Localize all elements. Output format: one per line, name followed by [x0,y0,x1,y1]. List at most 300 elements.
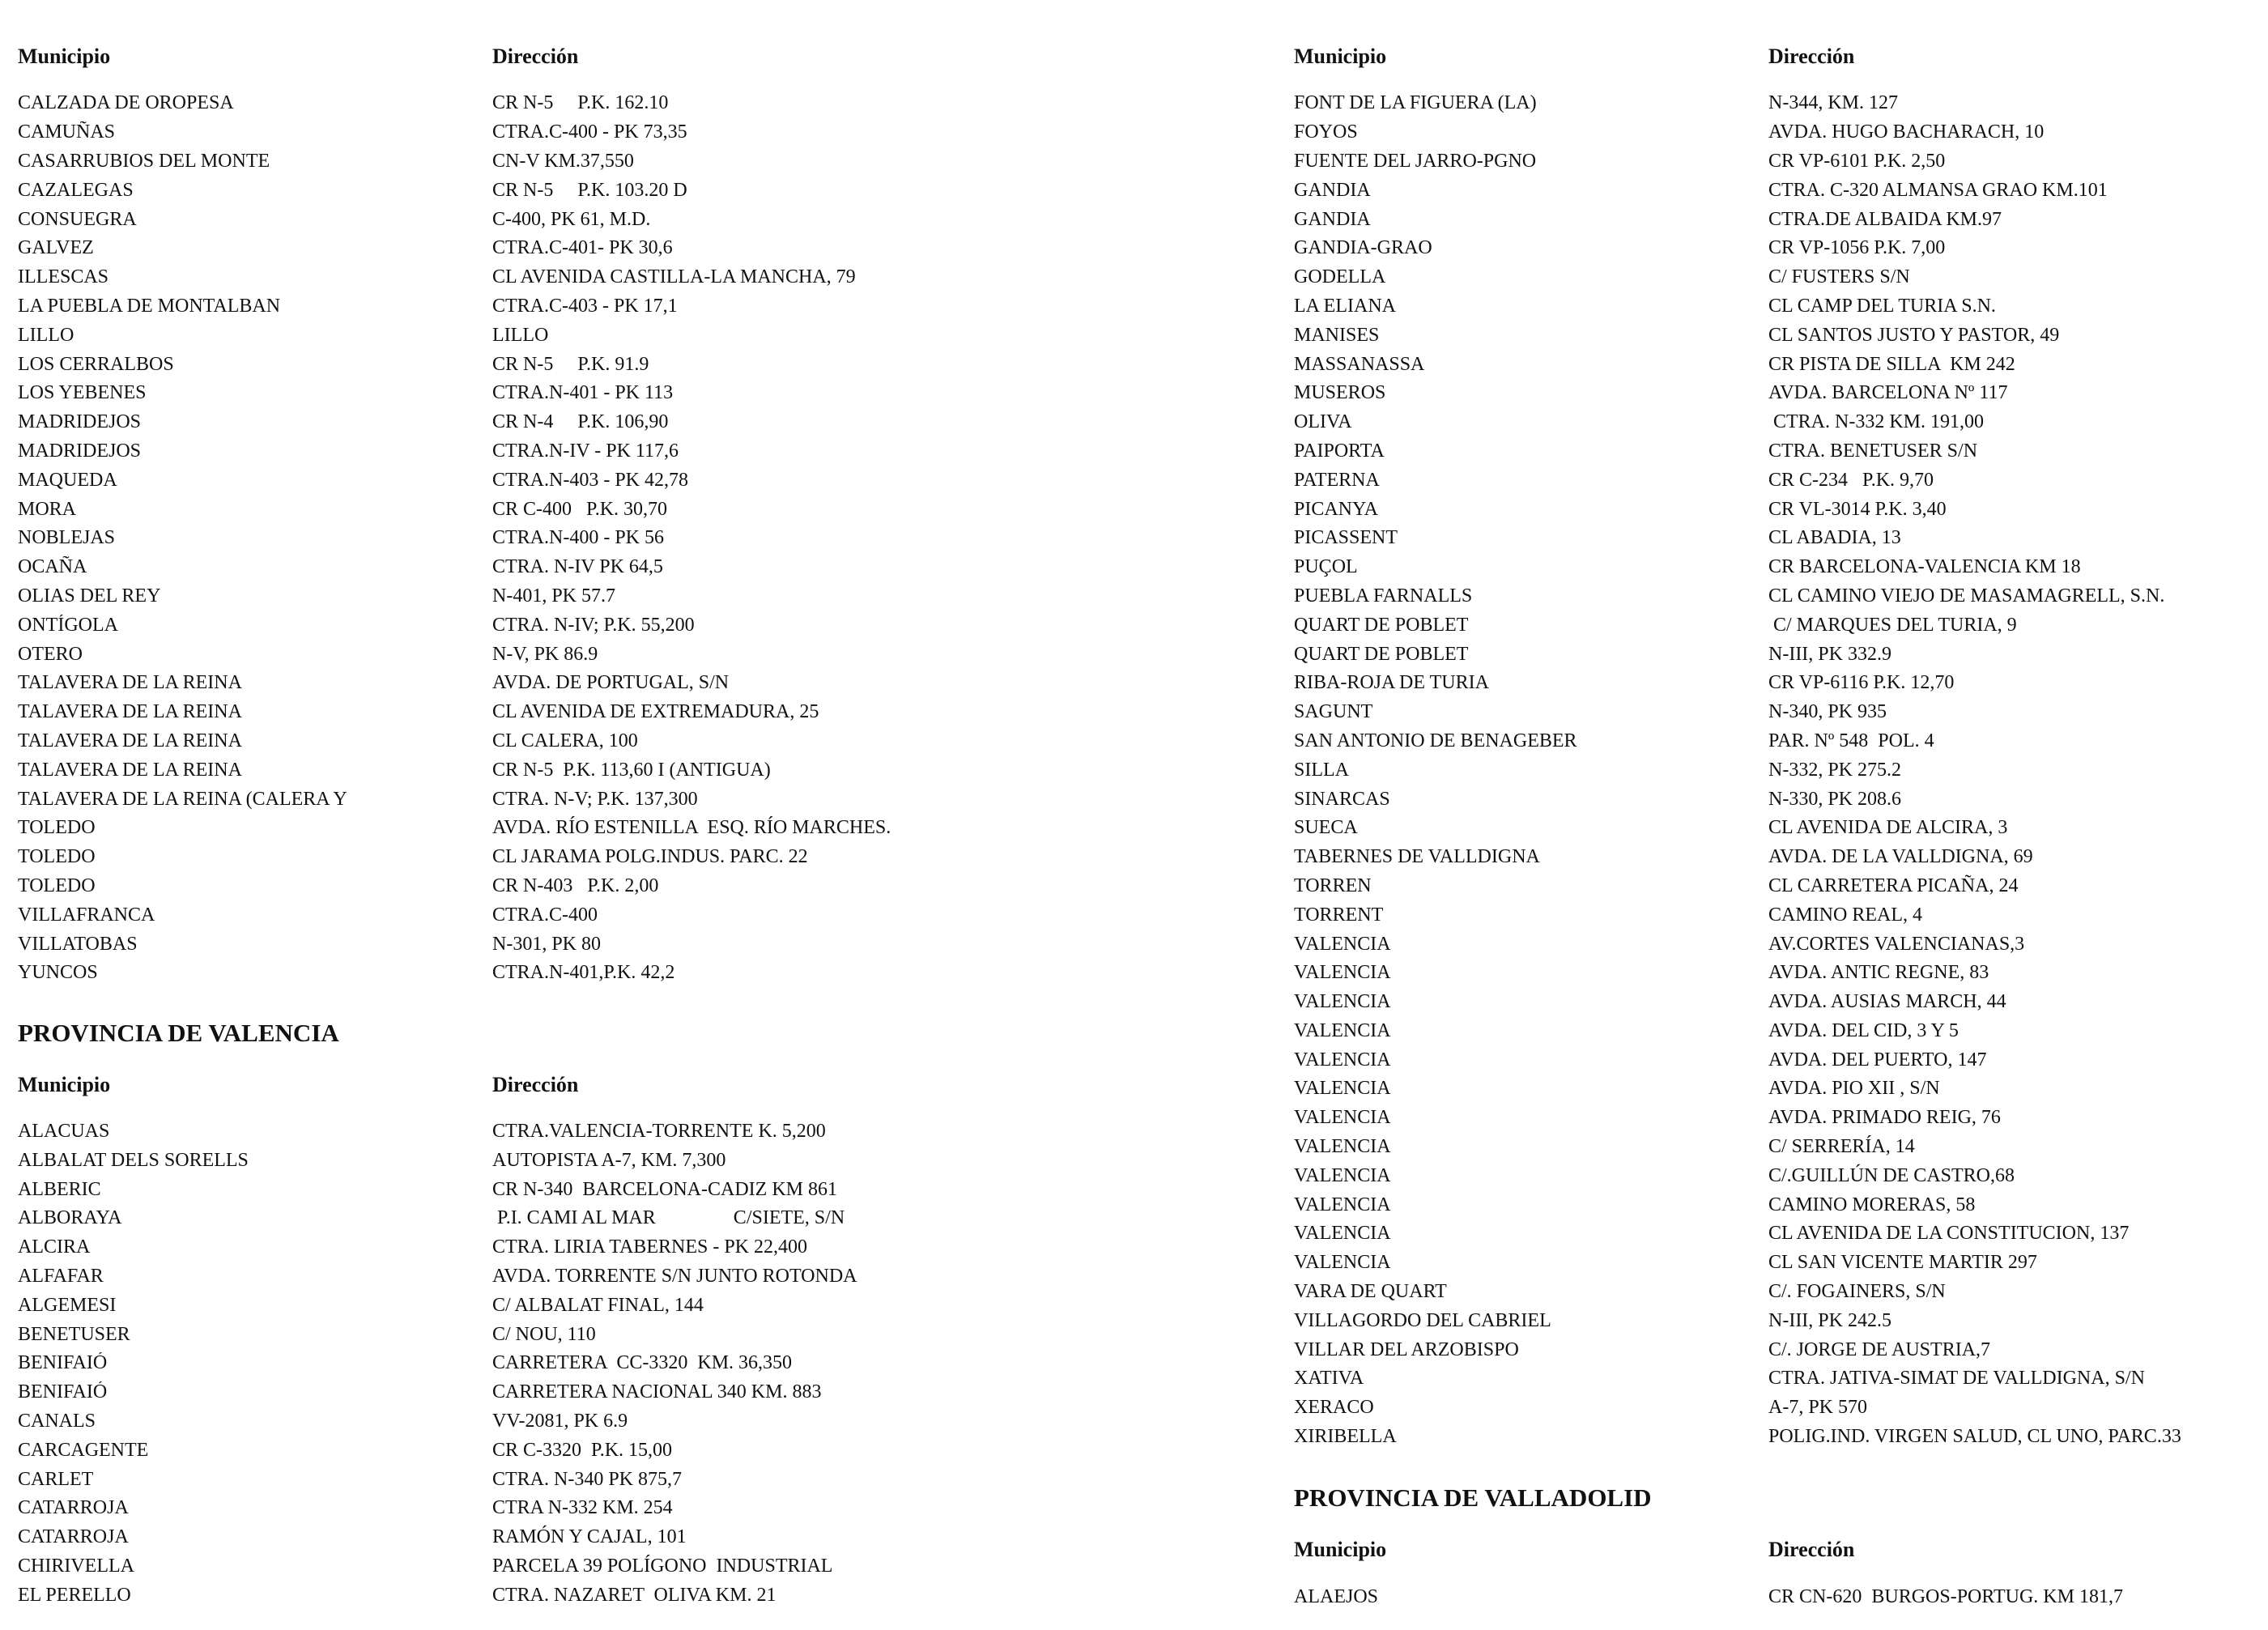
table-row [1294,669,2257,698]
municipio-cell: LA ELIANA [1294,295,1396,317]
direccion-cell: CR C-3320 P.K. 15,00 [492,1439,673,1461]
municipio-cell: SAN ANTONIO DE BENAGEBER [1294,730,1577,751]
table-row [1294,755,2257,785]
direccion-cell: AVDA. RÍO ESTENILLA ESQ. RÍO MARCHES. [492,817,891,839]
municipio-cell: XIRIBELLA [1294,1426,1397,1448]
municipio-cell: PUEBLA FARNALLS [1294,585,1473,606]
municipio-cell: MANISES [1294,324,1380,346]
municipio-cell: OLIVA [1294,411,1352,433]
header-municipio: Municipio [1294,45,1387,68]
municipio-cell: VALENCIA [1294,1252,1391,1274]
municipio-cell: MUSEROS [1294,382,1386,404]
table-row [1294,640,2257,669]
municipio-cell: PICANYA [1294,498,1379,520]
municipio-cell: BENETUSER [18,1323,130,1345]
municipio-cell: MAQUEDA [18,469,117,491]
municipio-cell: BENIFAIÓ [18,1381,108,1403]
table-row [1294,118,2257,147]
table-row [18,1349,1232,1378]
direccion-cell: N-401, PK 57.7 [492,585,616,606]
municipio-cell: BENIFAIÓ [18,1352,108,1374]
direccion-cell: CR N-403 P.K. 2,00 [492,875,659,896]
table-row [18,263,1232,292]
municipio-cell: SINARCAS [1294,788,1390,810]
municipio-cell: MORA [18,498,77,520]
direccion-cell: N-V, PK 86.9 [492,643,598,665]
direccion-cell: CAMINO REAL, 4 [1768,904,1922,926]
direccion-cell: CTRA. N-340 PK 875,7 [492,1468,683,1490]
table-row [1294,1161,2257,1190]
municipio-cell: PUÇOL [1294,556,1358,578]
municipio-cell: VALENCIA [1294,962,1391,984]
direccion-cell: C/ FUSTERS S/N [1768,266,1910,288]
direccion-cell: CR VL-3014 P.K. 3,40 [1768,498,1947,520]
table-row [18,1378,1232,1407]
municipio-cell: LA PUEBLA DE MONTALBAN [18,295,281,317]
municipio-cell: OLIAS DEL REY [18,585,161,606]
direccion-cell: A-7, PK 570 [1768,1397,1868,1419]
municipio-cell: SAGUNT [1294,701,1373,723]
direccion-cell: CTRA. N-V; P.K. 137,300 [492,788,698,810]
municipio-cell: VALENCIA [1294,1107,1391,1129]
table-row [1294,930,2257,959]
table-row [1294,553,2257,582]
municipio-cell: TABERNES DE VALLDIGNA [1294,846,1540,868]
municipio-cell: EL PERELLO [18,1584,131,1606]
table-row [1294,698,2257,727]
table-row [1294,611,2257,640]
municipio-cell: ONTÍGOLA [18,614,118,636]
header-direccion: Dirección [1768,45,1855,68]
table-row [18,1291,1232,1320]
direccion-cell: CTRA.N-401,P.K. 42,2 [492,962,675,984]
table-row [18,1581,1232,1610]
municipio-cell: TALAVERA DE LA REINA [18,730,242,751]
municipio-cell: FONT DE LA FIGUERA (LA) [1294,92,1537,114]
direccion-cell: N-332, PK 275.2 [1768,759,1902,781]
municipio-cell: LILLO [18,324,74,346]
municipio-cell: GODELLA [1294,266,1386,288]
table-row [18,495,1232,524]
municipio-cell: OCAÑA [18,556,87,578]
municipio-cell: ALBORAYA [18,1207,122,1229]
direccion-cell: CR VP-1056 P.K. 7,00 [1768,237,1946,259]
direccion-cell: N-330, PK 208.6 [1768,788,1902,810]
table-row [18,292,1232,321]
table-row [1294,872,2257,901]
table-row [1294,1249,2257,1278]
direccion-cell: CR VP-6101 P.K. 2,50 [1768,150,1946,172]
direccion-cell: CR N-5 P.K. 162.10 [492,92,669,114]
table-header-valencia-cont [1294,42,2257,71]
province-title-valladolid: PROVINCIA DE VALLADOLID [1294,1483,1652,1513]
table-row [18,930,1232,959]
direccion-cell: RAMÓN Y CAJAL, 101 [492,1526,687,1548]
municipio-cell: CANALS [18,1411,96,1432]
direccion-cell: CR N-5 P.K. 91.9 [492,353,649,375]
municipio-cell: TALAVERA DE LA REINA [18,701,242,723]
municipio-cell: VALENCIA [1294,1223,1391,1245]
table-row [1294,1364,2257,1394]
direccion-cell: CTRA. BENETUSER S/N [1768,440,1978,462]
table-row [18,176,1232,205]
direccion-cell: CR PISTA DE SILLA KM 242 [1768,353,2015,375]
municipio-cell: VALENCIA [1294,991,1391,1013]
table-row [18,1175,1232,1204]
direccion-cell: C/ MARQUES DEL TURIA, 9 [1768,614,2017,636]
municipio-cell: VALENCIA [1294,1049,1391,1070]
municipio-cell: GALVEZ [18,237,94,259]
province-title-valencia: PROVINCIA DE VALENCIA [18,1018,339,1047]
direccion-cell: CL CALERA, 100 [492,730,638,751]
municipio-cell: VILLAFRANCA [18,904,155,926]
municipio-cell: TOLEDO [18,875,96,896]
direccion-cell: AVDA. PRIMADO REIG, 76 [1768,1107,2001,1129]
municipio-cell: CATARROJA [18,1497,129,1519]
direccion-cell: CL CAMINO VIEJO DE MASAMAGRELL, S.N. [1768,585,2165,606]
direccion-cell: CTRA.N-401 - PK 113 [492,382,674,404]
table-row [1294,176,2257,205]
table-row [1294,959,2257,988]
table-row [1294,1278,2257,1307]
municipio-cell: CAMUÑAS [18,121,116,143]
municipio-cell: ALGEMESI [18,1294,117,1316]
direccion-cell: AVDA. PIO XII , S/N [1768,1078,1940,1100]
table-row [18,814,1232,843]
table-row [18,1320,1232,1349]
direccion-cell: CL SAN VICENTE MARTIR 297 [1768,1252,2037,1274]
table-row [18,1407,1232,1436]
direccion-cell: POLIG.IND. VIRGEN SALUD, CL UNO, PARC.33 [1768,1426,2181,1448]
table-header-valencia [18,1070,1232,1100]
table-row [18,350,1232,379]
municipio-cell: CATARROJA [18,1526,129,1548]
direccion-cell: PARCELA 39 POLÍGONO INDUSTRIAL [492,1556,833,1577]
table-row [18,611,1232,640]
direccion-cell: C/. JORGE DE AUSTRIA,7 [1768,1338,1991,1360]
municipio-cell: VALENCIA [1294,1078,1391,1100]
table-row [18,698,1232,727]
municipio-cell: XATIVA [1294,1368,1364,1390]
municipio-cell: TALAVERA DE LA REINA (CALERA Y [18,788,347,810]
municipio-cell: MADRIDEJOS [18,440,142,462]
direccion-cell: N-III, PK 242.5 [1768,1309,1891,1331]
municipio-cell: CAZALEGAS [18,179,134,201]
municipio-cell: LOS CERRALBOS [18,353,174,375]
table-row [18,1204,1232,1233]
table-row [1294,1423,2257,1452]
municipio-cell: CONSUEGRA [18,208,137,230]
direccion-cell: C/ SERRERÍA, 14 [1768,1136,1915,1158]
valencia-list-left [18,1117,1232,1611]
table-row [18,1523,1232,1552]
table-row [1294,1335,2257,1364]
table-row [18,553,1232,582]
table-row [1294,1104,2257,1133]
municipio-cell: CASARRUBIOS DEL MONTE [18,150,270,172]
table-row [1294,1190,2257,1219]
municipio-cell: ALBERIC [18,1178,101,1200]
direccion-cell: CL JARAMA POLG.INDUS. PARC. 22 [492,846,808,868]
table-header-valladolid [1294,1535,2257,1564]
direccion-cell: CTRA. C-320 ALMANSA GRAO KM.101 [1768,179,2108,201]
municipio-cell: VARA DE QUART [1294,1281,1447,1303]
table-row [1294,1017,2257,1046]
municipio-cell: TORREN [1294,875,1372,896]
direccion-cell: CTRA.DE ALBAIDA KM.97 [1768,208,2002,230]
municipio-cell: TORRENT [1294,904,1384,926]
direccion-cell: AVDA. DEL CID, 3 Y 5 [1768,1019,1959,1041]
table-row [18,147,1232,177]
table-row [18,437,1232,466]
table-row [18,959,1232,988]
direccion-cell: CR VP-6116 P.K. 12,70 [1768,672,1955,694]
direccion-cell: P.I. CAMI AL MAR C/SIETE, S/N [492,1207,845,1229]
municipio-cell: GANDIA-GRAO [1294,237,1432,259]
table-row [18,379,1232,408]
municipio-cell: TALAVERA DE LA REINA [18,672,242,694]
municipio-cell: FUENTE DEL JARRO-PGNO [1294,150,1537,172]
table-row [1294,321,2257,350]
valladolid-list [1294,1582,2257,1611]
direccion-cell: AVDA. DE PORTUGAL, S/N [492,672,730,694]
direccion-cell: AVDA. DEL PUERTO, 147 [1768,1049,1987,1070]
header-direccion: Dirección [1768,1538,1855,1562]
table-row [1294,1219,2257,1249]
direccion-cell: CR N-5 P.K. 103.20 D [492,179,687,201]
direccion-cell: CTRA. N-IV PK 64,5 [492,556,663,578]
direccion-cell: CL CAMP DEL TURIA S.N. [1768,295,1996,317]
municipio-cell: OTERO [18,643,83,665]
direccion-cell: C/. FOGAINERS, S/N [1768,1281,1946,1303]
right-column [1294,42,2257,1611]
municipio-cell: ILLESCAS [18,266,109,288]
direccion-cell: CR N-5 P.K. 113,60 I (ANTIGUA) [492,759,771,781]
table-row [18,900,1232,930]
direccion-cell: CR C-234 P.K. 9,70 [1768,469,1934,491]
direccion-cell: CR N-4 P.K. 106,90 [492,411,669,433]
municipio-cell: FOYOS [1294,121,1358,143]
municipio-cell: GANDIA [1294,208,1371,230]
table-row [1294,988,2257,1017]
direccion-cell: CL ABADIA, 13 [1768,527,1901,549]
direccion-cell: CL AVENIDA DE ALCIRA, 3 [1768,817,2008,839]
direccion-cell: CTRA.C-400 - PK 73,35 [492,121,687,143]
table-row [1294,727,2257,756]
table-row [18,1233,1232,1262]
table-row [1294,89,2257,118]
municipio-cell: ALFAFAR [18,1266,104,1287]
table-row [1294,785,2257,814]
municipio-cell: ALACUAS [18,1121,110,1143]
direccion-cell: CTRA N-332 KM. 254 [492,1497,673,1519]
table-row [18,727,1232,756]
direccion-cell: CTRA.N-403 - PK 42,78 [492,469,689,491]
table-header-toledo [18,42,1232,71]
table-row [18,843,1232,872]
municipio-cell: ALAEJOS [1294,1585,1379,1607]
direccion-cell: AVDA. BARCELONA Nº 117 [1768,382,2008,404]
direccion-cell: CL AVENIDA DE LA CONSTITUCION, 137 [1768,1223,2130,1245]
table-row [18,872,1232,901]
municipio-cell: VALENCIA [1294,1019,1391,1041]
header-municipio: Municipio [18,45,111,68]
direccion-cell: CTRA.N-400 - PK 56 [492,527,665,549]
table-row [1294,379,2257,408]
direccion-cell: C/.GUILLÚN DE CASTRO,68 [1768,1164,2015,1186]
table-row [18,582,1232,611]
direccion-cell: N-340, PK 935 [1768,701,1887,723]
table-row [1294,900,2257,930]
direccion-cell: CTRA.C-401- PK 30,6 [492,237,673,259]
direccion-cell: CTRA.VALENCIA-TORRENTE K. 5,200 [492,1121,826,1143]
table-row [18,408,1232,437]
direccion-cell: N-301, PK 80 [492,933,602,955]
table-row [18,669,1232,698]
municipio-cell: QUART DE POBLET [1294,614,1469,636]
municipio-cell: RIBA-ROJA DE TURIA [1294,672,1489,694]
municipio-cell: YUNCOS [18,962,98,984]
direccion-cell: CTRA.C-400 [492,904,598,926]
municipio-cell: LOS YEBENES [18,382,147,404]
municipio-cell: TOLEDO [18,817,96,839]
municipio-cell: VALENCIA [1294,1136,1391,1158]
valencia-list-right [1294,89,2257,1451]
direccion-cell: CN-V KM.37,550 [492,150,634,172]
toledo-list [18,89,1232,988]
direccion-cell: PAR. Nº 548 POL. 4 [1768,730,1934,751]
table-row [18,321,1232,350]
municipio-cell: CARLET [18,1468,94,1490]
header-direccion: Dirección [492,45,579,68]
direccion-cell: CTRA.C-403 - PK 17,1 [492,295,678,317]
direccion-cell: CTRA. JATIVA-SIMAT DE VALLDIGNA, S/N [1768,1368,2145,1390]
direccion-cell: LILLO [492,324,549,346]
direccion-cell: AVDA. AUSIAS MARCH, 44 [1768,991,2006,1013]
municipio-cell: TALAVERA DE LA REINA [18,759,242,781]
municipio-cell: VILLAGORDO DEL CABRIEL [1294,1309,1551,1331]
direccion-cell: CR C-400 P.K. 30,70 [492,498,668,520]
left-column [18,42,1232,1610]
direccion-cell: N-344, KM. 127 [1768,92,1898,114]
municipio-cell: PATERNA [1294,469,1380,491]
table-row [1294,263,2257,292]
table-row [1294,234,2257,263]
municipio-cell: CARCAGENTE [18,1439,149,1461]
municipio-cell: NOBLEJAS [18,527,116,549]
direccion-cell: CR CN-620 BURGOS-PORTUG. KM 181,7 [1768,1585,2123,1607]
table-row [1294,495,2257,524]
direccion-cell: CR BARCELONA-VALENCIA KM 18 [1768,556,2081,578]
direccion-cell: AVDA. TORRENTE S/N JUNTO ROTONDA [492,1266,857,1287]
table-row [18,1262,1232,1292]
header-direccion: Dirección [492,1072,579,1096]
municipio-cell: PAIPORTA [1294,440,1385,462]
direccion-cell: AV.CORTES VALENCIANAS,3 [1768,933,2025,955]
direccion-cell: CARRETERA CC-3320 KM. 36,350 [492,1352,793,1374]
direccion-cell: AVDA. HUGO BACHARACH, 10 [1768,121,2045,143]
table-row [1294,437,2257,466]
municipio-cell: QUART DE POBLET [1294,643,1469,665]
municipio-cell: MASSANASSA [1294,353,1425,375]
header-municipio: Municipio [18,1072,111,1096]
header-municipio: Municipio [1294,1538,1387,1562]
table-row [18,640,1232,669]
municipio-cell: VALENCIA [1294,1164,1391,1186]
table-row [18,1494,1232,1523]
table-row [1294,147,2257,177]
direccion-cell: CTRA.N-IV - PK 117,6 [492,440,679,462]
table-row [1294,814,2257,843]
direccion-cell: CAMINO MORERAS, 58 [1768,1194,1976,1215]
municipio-cell: ALCIRA [18,1236,91,1258]
direccion-cell: N-III, PK 332.9 [1768,643,1891,665]
table-row [18,524,1232,553]
table-row [1294,1394,2257,1423]
table-row [18,234,1232,263]
municipio-cell: VILLAR DEL ARZOBISPO [1294,1338,1519,1360]
table-row [18,118,1232,147]
direccion-cell: AVDA. ANTIC REGNE, 83 [1768,962,1989,984]
direccion-cell: CL CARRETERA PICAÑA, 24 [1768,875,2019,896]
municipio-cell: VILLATOBAS [18,933,138,955]
table-row [18,1552,1232,1581]
table-row [1294,1133,2257,1162]
municipio-cell: CHIRIVELLA [18,1556,134,1577]
table-row [1294,1075,2257,1104]
direccion-cell: CL AVENIDA DE EXTREMADURA, 25 [492,701,819,723]
direccion-cell: C/ ALBALAT FINAL, 144 [492,1294,704,1316]
municipio-cell: MADRIDEJOS [18,411,142,433]
table-row [1294,408,2257,437]
direccion-cell: CTRA. LIRIA TABERNES - PK 22,400 [492,1236,807,1258]
direccion-cell: CR N-340 BARCELONA-CADIZ KM 861 [492,1178,837,1200]
municipio-cell: SUECA [1294,817,1358,839]
direccion-cell: AVDA. DE LA VALLDIGNA, 69 [1768,846,2033,868]
table-row [18,1147,1232,1176]
direccion-cell: CTRA. N-IV; P.K. 55,200 [492,614,695,636]
direccion-cell: CTRA. NAZARET OLIVA KM. 21 [492,1584,777,1606]
table-row [1294,524,2257,553]
table-row [1294,843,2257,872]
direccion-cell: VV-2081, PK 6.9 [492,1411,628,1432]
table-row [18,466,1232,495]
municipio-cell: VALENCIA [1294,1194,1391,1215]
table-row [18,205,1232,234]
municipio-cell: XERACO [1294,1397,1374,1419]
direccion-cell: CL SANTOS JUSTO Y PASTOR, 49 [1768,324,2060,346]
table-row [1294,292,2257,321]
direccion-cell: CTRA. N-332 KM. 191,00 [1768,411,1985,433]
direccion-cell: CARRETERA NACIONAL 340 KM. 883 [492,1381,822,1403]
table-row [1294,466,2257,495]
table-row [1294,1582,2257,1611]
municipio-cell: TOLEDO [18,846,96,868]
direccion-cell: C-400, PK 61, M.D. [492,208,651,230]
direccion-cell: C/ NOU, 110 [492,1323,596,1345]
table-row [1294,350,2257,379]
table-row [1294,582,2257,611]
municipio-cell: GANDIA [1294,179,1371,201]
municipio-cell: PICASSENT [1294,527,1398,549]
table-row [1294,1045,2257,1075]
municipio-cell: VALENCIA [1294,933,1391,955]
table-row [18,785,1232,814]
table-row [1294,1306,2257,1335]
direccion-cell: CL AVENIDA CASTILLA-LA MANCHA, 79 [492,266,856,288]
table-row [18,1117,1232,1147]
table-row [18,89,1232,118]
